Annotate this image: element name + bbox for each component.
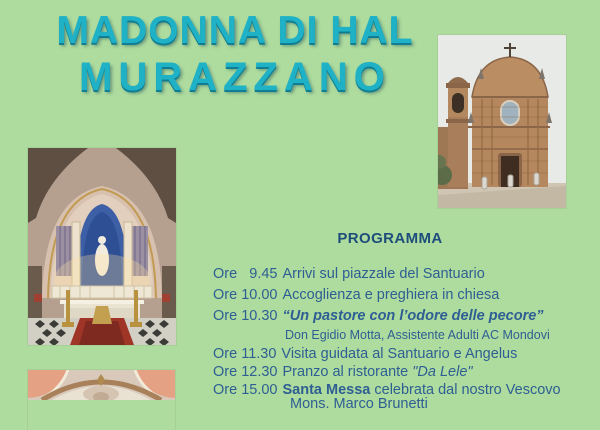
church-altar-photo [28,148,176,345]
schedule-text: Pranzo al ristorante [282,364,413,380]
church-altar-illustration [28,148,176,345]
church-vault-illustration [28,370,175,400]
schedule-speaker-row [285,328,550,342]
schedule-time: Ore 9.45 [213,266,278,282]
schedule-row [213,287,499,303]
bishop-name-cutoff: Mons. Marco Brunetti [290,396,428,412]
schedule-text: celebrata dal nostro Vescovo [370,382,561,398]
schedule-row [213,308,544,324]
schedule-text: Accoglienza e preghiera in chiesa [282,287,500,303]
schedule-time: Ore 10.30 [213,308,278,324]
schedule-text: Arrivi sul piazzale del Santuario [282,266,485,282]
schedule-row [213,346,517,362]
restaurant-name: "Da Lele" [412,364,473,380]
program-heading: PROGRAMMA [337,230,443,247]
schedule-row [213,364,473,380]
schedule-cutoff-row [290,396,428,412]
schedule-row [213,266,485,282]
schedule-bold-text: Santa Messa [282,382,371,398]
flyer-title [0,8,470,100]
flyer-title-line1: MADONNA DI HAL [56,9,414,52]
speaker-text: Don Egidio Motta, Assistente Adulti AC Mondovi [285,328,550,342]
schedule-quote-text: “Un pastore con l’odore delle pecore” [282,308,544,324]
church-vault-ceiling-photo [28,370,175,430]
schedule-time: Ore 15.00 [213,382,278,398]
schedule-time: Ore 11.30 [213,346,277,362]
flyer-title-line2: MURAZZANO [79,55,391,99]
schedule-time: Ore 10.00 [213,287,278,303]
schedule-time: Ore 12.30 [213,364,278,380]
schedule-text: Visita guidata al Santuario e Angelus [281,346,518,362]
